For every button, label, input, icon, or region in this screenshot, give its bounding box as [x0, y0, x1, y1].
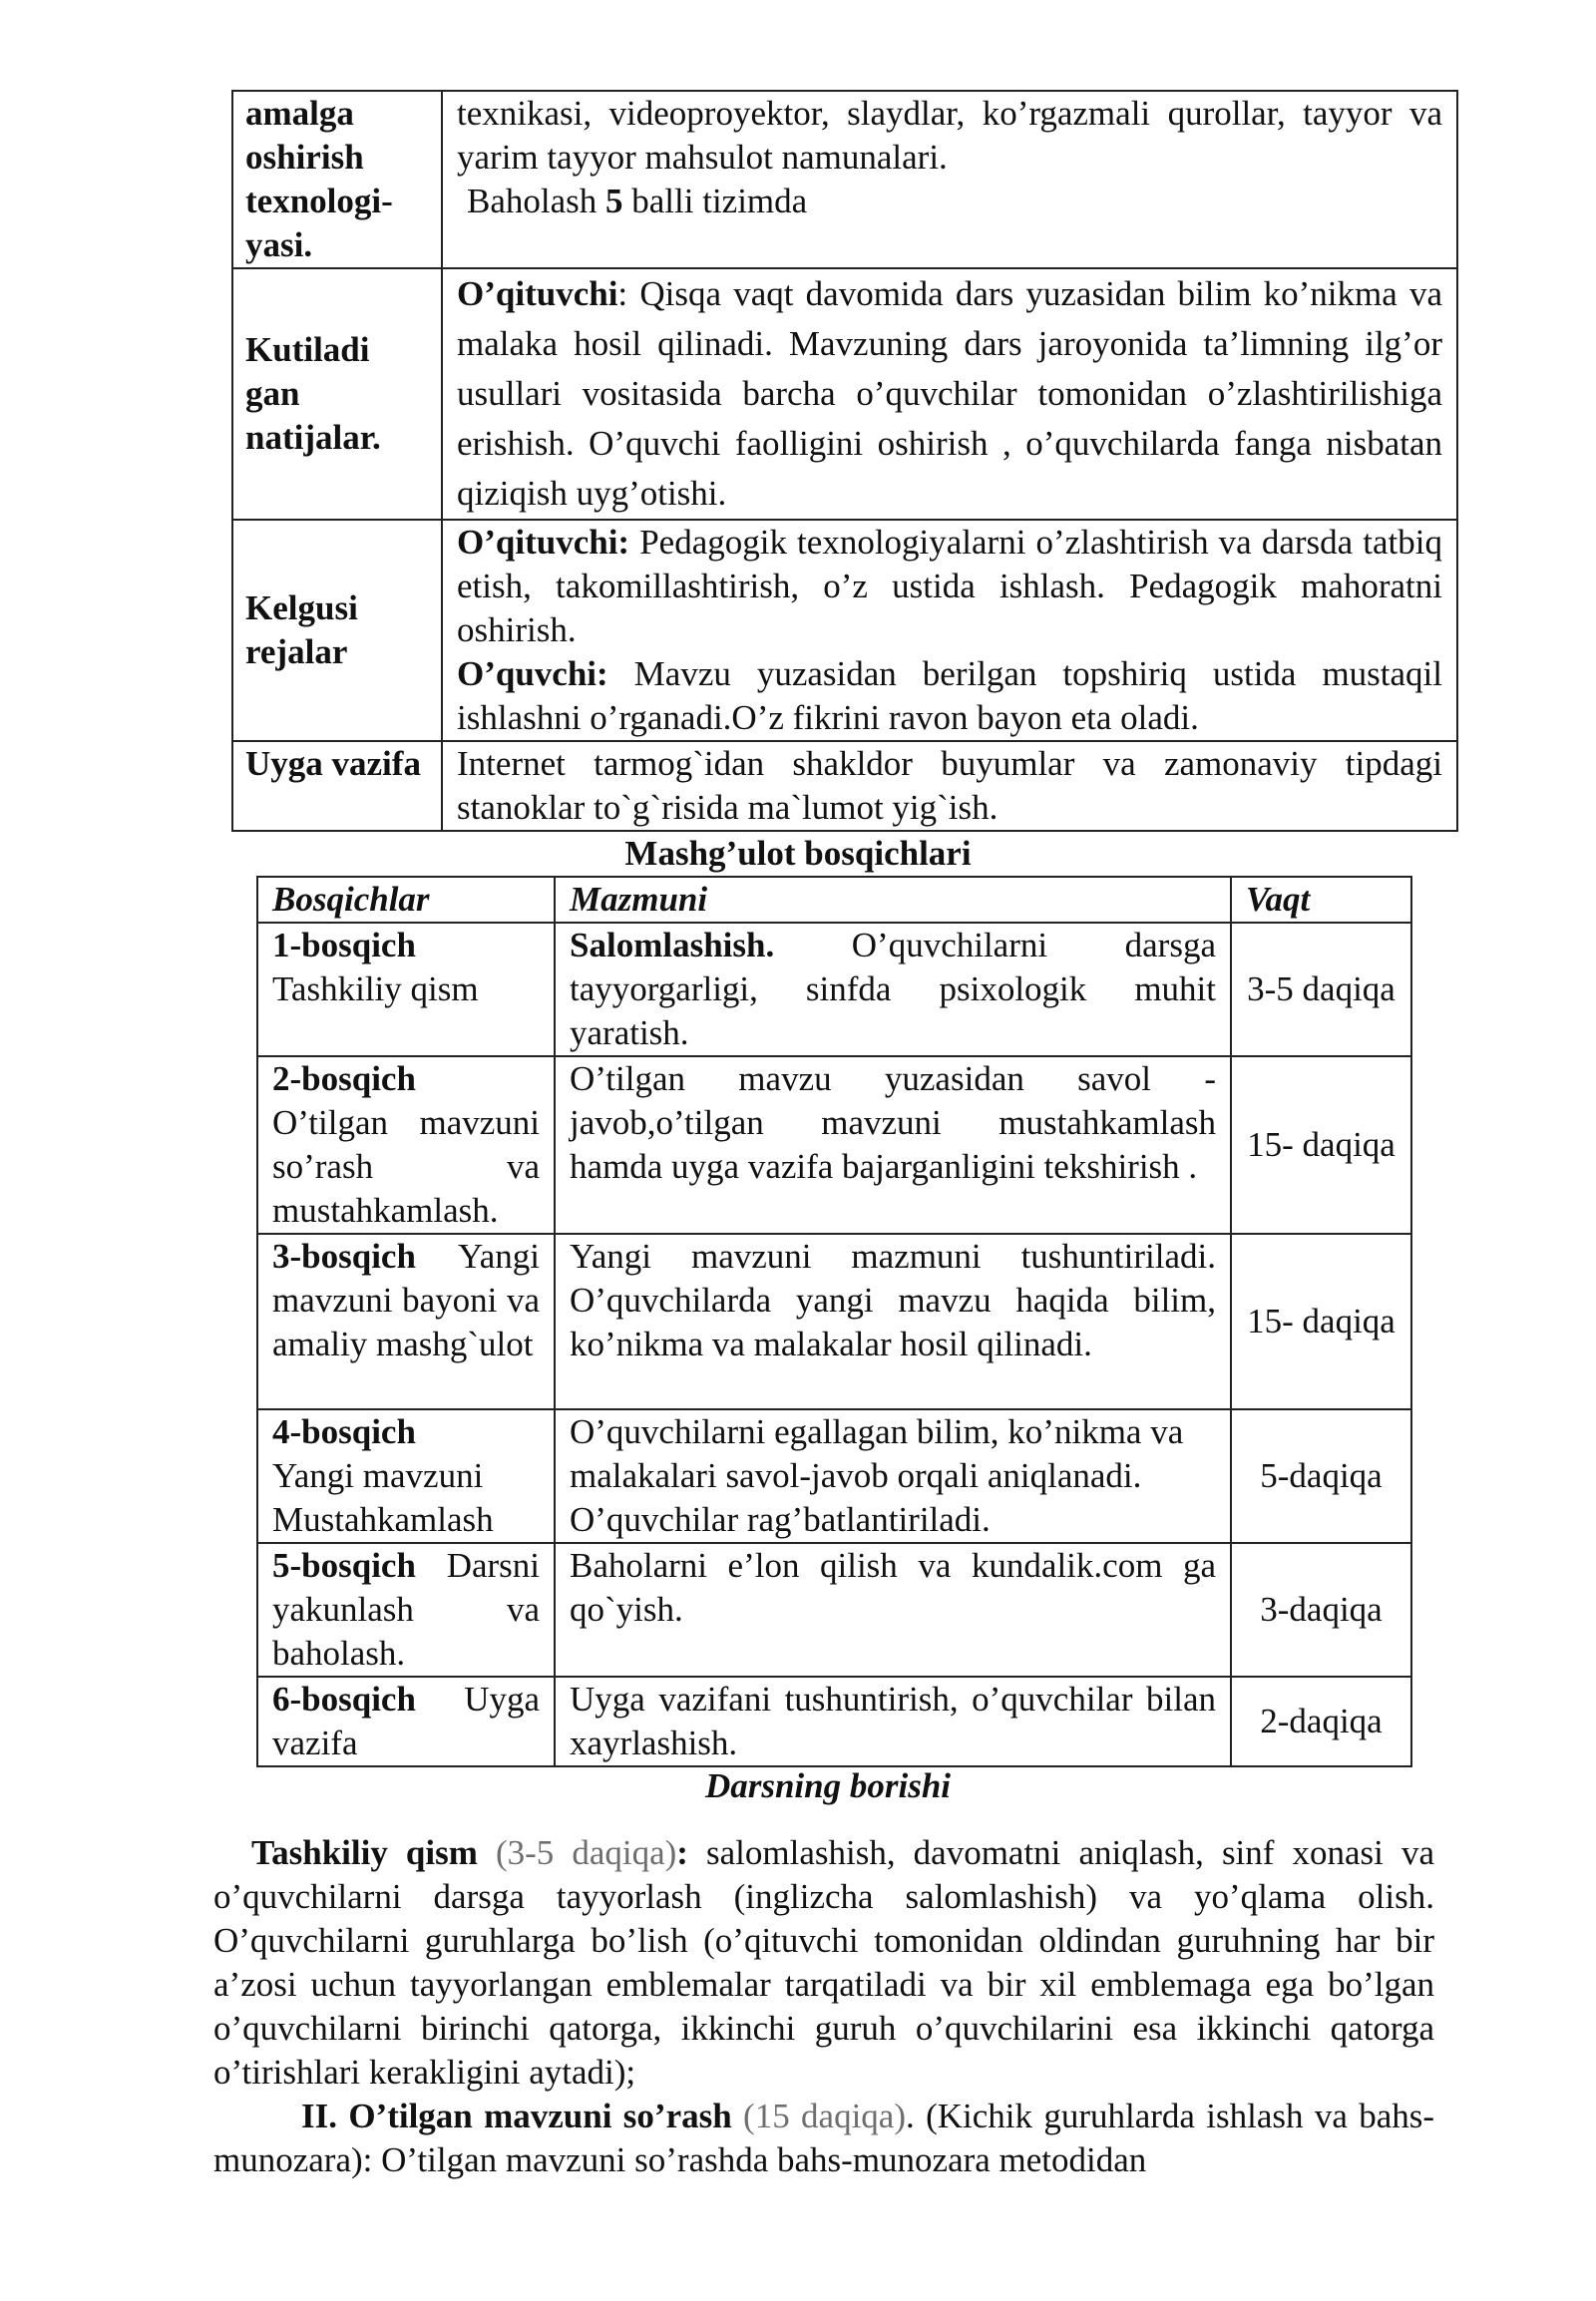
section-title: Mashg’ulot bosqichlari — [624, 834, 972, 873]
content-cell: Yangi mavzuni mazmuni tushuntiriladi. O’quvchilarda yangi mavzu haqida bilim, ko’nikma va malakalar hosil qilinadi. — [555, 1234, 1231, 1409]
lesson-flow-title: Darsning borishi — [704, 1766, 952, 1805]
row-label: Kutiladi gan natijalar. — [232, 268, 442, 520]
column-header: Mazmuni — [555, 877, 1231, 923]
content-cell: O’tilgan mavzu yuzasidan savol - javob,o’tilgan mavzuni mustahkamlash hamda uyga vazifa bajarganligini tekshirish . — [555, 1056, 1231, 1234]
lesson-flow-text — [213, 1831, 1434, 2182]
time-cell: 5-daqiqa — [1231, 1409, 1411, 1543]
table-row — [257, 1409, 1411, 1543]
content-cell: Salomlashish. O’quvchilarni darsga tayyorgarligi, sinfda psixologik muhit yaratish. — [555, 923, 1231, 1056]
table-row — [257, 1056, 1411, 1234]
time-cell: 15- daqiqa — [1231, 1056, 1411, 1234]
table-row — [257, 1677, 1411, 1766]
row-content: O’qituvchi: Qisqa vaqt davomida dars yuzasidan bilim ko’nikma va malaka hosil qilinadi. Mavzuning dars jaroyonida ta’limning ilg’or usullari vositasida barcha o’quvchilar tomonidan o’zlashtirilishiga erishish. O’quvchi faolligini oshirish , o’quvchilarda fanga nisbatan qiziqish uyg’otishi. — [442, 268, 1457, 520]
student-plan: O’quvchi: Mavzu yuzasidan berilgan topshiriq ustida mustaqil ishlashni o’rganadi.O’z fikrini ravon bayon eta oladi. — [457, 654, 1442, 737]
grading-text: Baholash 5 balli tizimda — [467, 182, 808, 220]
stage-cell: 2-bosqich O’tilgan mavzuni so’rash va mustahkamlash. — [257, 1056, 555, 1234]
lesson-info-table — [231, 90, 1458, 832]
teacher-plan: O’qituvchi: Pedagogik texnologiyalarni o’zlashtirish va darsda tatbiq etish, takomillashtirish, o’z ustida ishlash. Pedagogik mahoratni oshirish. — [457, 523, 1442, 649]
row-label: Uyga vazifa — [232, 741, 442, 831]
paragraph: II. O’tilgan mavzuni so’rash (15 daqiqa). (Kichik guruhlarda ishlash va bahs-munozara): O’tilgan mavzuni so’rashda bahs-munozara metodidan — [213, 2097, 1435, 2179]
table-header-row — [257, 877, 1411, 923]
equipment-text: texnikasi, videoproyektor, slaydlar, ko’rgazmali qurollar, tayyor va yarim tayyor mahsulot namunalari. — [457, 94, 1442, 177]
row-content: Internet tarmog`idan shakldor buyumlar va zamonaviy tipdagi stanoklar to`g`risida ma`lumot yig`ish. — [442, 741, 1457, 831]
table-row — [232, 520, 1457, 741]
paragraph: Tashkiliy qism (3-5 daqiqa): salomlashish, davomatni aniqlash, sinf xonasi va o’quvchilarni darsga tayyorlash (inglizcha salomlashish) va yo’qlama olish. O’quvchilarni guruhlarga bo’lish (o’qituvchi tomonidan oldindan guruhning har bir a’zosi uchun tayyorlangan emblemalar tarqatiladi va bir xil emblemaga ega bo’lgan o’quvchilarni birinchi qatorga, ikkinchi guruh o’quvchilarini esa ikkinchi qatorga o’tirishlari kerakligini aytadi); — [213, 1833, 1434, 2092]
row-content — [442, 520, 1457, 741]
stage-cell: 3-bosqich Yangi mavzuni bayoni va amaliy mashg`ulot — [257, 1234, 555, 1409]
stage-cell: 1-bosqich Tashkiliy qism — [257, 923, 555, 1056]
table-row — [257, 1234, 1411, 1409]
time-cell: 15- daqiqa — [1231, 1234, 1411, 1409]
row-label: amalga oshirish texnologi-yasi. — [232, 91, 442, 268]
table-row — [257, 923, 1411, 1056]
table-row — [232, 741, 1457, 831]
stage-cell: 4-bosqich Yangi mavzuni Mustahkamlash — [257, 1409, 555, 1543]
row-label: Kelgusi rejalar — [232, 520, 442, 741]
content-cell: O’quvchilarni egallagan bilim, ko’nikma va malakalari savol-javob orqali aniqlanadi. O’quvchilar rag’batlantiriladi. — [555, 1409, 1231, 1543]
content-cell: Baholarni e’lon qilish va kundalik.com ga qo`yish. — [555, 1543, 1231, 1677]
stage-cell: 6-bosqich Uyga vazifa — [257, 1677, 555, 1766]
time-cell: 3-daqiqa — [1231, 1543, 1411, 1677]
row-content — [442, 91, 1457, 268]
column-header: Vaqt — [1231, 877, 1411, 923]
stage-cell: 5-bosqich Darsni yakunlash va baholash. — [257, 1543, 555, 1677]
table-row — [232, 91, 1457, 268]
content-cell: Uyga vazifani tushuntirish, o’quvchilar bilan xayrlashish. — [555, 1677, 1231, 1766]
column-header: Bosqichlar — [257, 877, 555, 923]
stages-table — [256, 876, 1412, 1767]
time-cell: 2-daqiqa — [1231, 1677, 1411, 1766]
time-cell: 3-5 daqiqa — [1231, 923, 1411, 1056]
table-row — [232, 268, 1457, 520]
table-row — [257, 1543, 1411, 1677]
